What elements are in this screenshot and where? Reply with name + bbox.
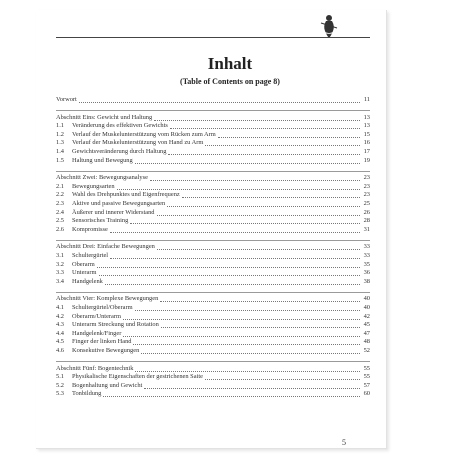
toc-entry-title: Wahl des Drehpunktes und Eigenfrequenz — [72, 191, 180, 199]
toc-entry-number: 1.4 — [56, 148, 64, 155]
toc-entry-title: Unterarm — [72, 269, 97, 277]
toc-leader-dots — [157, 215, 360, 216]
toc-leader-dots — [170, 128, 360, 129]
toc-entry-page: 33 — [363, 243, 370, 251]
toc-leader-dots — [123, 336, 360, 337]
toc-entry-page: 17 — [363, 148, 370, 155]
toc-entry-page: 19 — [363, 156, 370, 164]
toc-entry-title: Abschnitt Fünf: Bogentechnik — [56, 364, 134, 372]
toc-entry-page: 26 — [363, 208, 370, 216]
toc-leader-dots — [135, 163, 360, 164]
section-separator — [56, 240, 370, 241]
page-subtitle: (Table of Contents on page 8) — [180, 77, 280, 86]
toc-leader-dots — [130, 223, 360, 224]
toc-entry-number: 2.4 — [56, 208, 64, 216]
toc-leader-dots — [135, 310, 360, 311]
toc-entry-title: Sensorisches Training — [72, 217, 129, 225]
toc-entry-title: Veränderung des effektiven Gewichts — [72, 122, 168, 130]
toc-leader-dots — [168, 154, 360, 155]
section-separator — [56, 292, 370, 293]
toc-entry-title: Bogenhaltung und Gewicht — [72, 381, 143, 389]
toc-entry-title: Gewichtsveränderung durch Haltung — [72, 148, 167, 155]
toc-entry-number: 3.4 — [56, 277, 64, 285]
toc-entry-page: 23 — [363, 191, 370, 199]
toc-entry-title: Abschnitt Vier: Komplexe Bewegungen — [56, 295, 159, 303]
toc-entry-title: Bewegungsarten — [72, 182, 115, 190]
toc-entry-title: Finger der linken Hand — [72, 338, 132, 346]
toc-leader-dots — [205, 379, 360, 380]
toc-entry-title: Haltung und Bewegung — [72, 156, 133, 164]
toc-entry-title: Äußerer und innerer Widerstand — [72, 208, 155, 216]
toc-entry-number: 1.3 — [56, 139, 64, 147]
toc-entry-number: 2.5 — [56, 217, 64, 225]
toc-leader-dots — [150, 180, 360, 181]
toc-entry-title: Oberarm — [72, 260, 95, 268]
toc-leader-dots — [99, 275, 360, 276]
toc-entry-page: 38 — [363, 277, 370, 285]
toc-entry-title: Oberarm/Unterarm — [72, 312, 121, 320]
page-title: Inhalt — [207, 54, 253, 73]
toc-leader-dots — [161, 327, 360, 328]
toc-entry-page: 23 — [363, 174, 370, 182]
toc-entry-number: 4.5 — [56, 338, 64, 346]
toc-entry-page: 31 — [363, 225, 370, 233]
toc-entry-page: 33 — [363, 252, 370, 259]
toc-leader-dots — [110, 232, 360, 233]
toc-entry-title: Unterarm Streckung und Rotation — [72, 321, 159, 329]
section-separator — [56, 361, 370, 362]
toc-leader-dots — [144, 388, 360, 389]
toc-leader-dots — [123, 319, 360, 320]
toc-entry-page: 25 — [363, 200, 370, 207]
toc-entry-page: 15 — [363, 130, 370, 138]
toc-leader-dots — [218, 137, 360, 138]
toc-entry-title: Verlauf der Muskelunterstützung von Hand zu Arm — [72, 139, 204, 147]
header-rule — [56, 37, 370, 38]
toc-entry-number: 4.6 — [56, 347, 64, 354]
toc-entry-page: 48 — [363, 338, 370, 346]
toc-entry-title: Physikalische Eigenschaften der gestrichenen Saite — [72, 373, 203, 381]
toc-entry-number: 4.4 — [56, 329, 64, 337]
toc-entry-number: 1.1 — [56, 122, 64, 130]
toc-entry-title: Tonbildung — [72, 390, 102, 398]
toc-entry-title: Handgelenk/Finger — [72, 329, 122, 337]
toc-entry-page: 35 — [363, 260, 370, 268]
toc-entry-number: 1.2 — [56, 130, 64, 138]
toc-leader-dots — [160, 301, 360, 302]
toc-entry-page: 52 — [363, 347, 370, 354]
toc-leader-dots — [167, 206, 360, 207]
toc-entry-number: 4.1 — [56, 304, 64, 311]
toc-entry-title: Kompromisse — [72, 225, 108, 233]
toc-entry-title: Abschnitt Drei: Einfache Bewegungen — [56, 243, 155, 251]
toc-entry-page: 60 — [363, 390, 370, 398]
page-number: 5 — [342, 438, 346, 447]
toc-entry-number: 2.1 — [56, 182, 64, 190]
section-separator — [56, 110, 370, 111]
toc-entry-number: 2.6 — [56, 225, 64, 233]
toc-entry-page: 13 — [363, 113, 370, 121]
toc-entry-number: 4.2 — [56, 312, 64, 320]
toc-entry-title: Schultergürtel — [72, 252, 109, 259]
toc-leader-dots — [117, 189, 360, 190]
toc-entry-page: 28 — [363, 217, 370, 225]
toc-entry-number: 5.2 — [56, 381, 64, 389]
toc-entry-number: 4.3 — [56, 321, 64, 329]
toc-entry-title: Schultergürtel/Oberarm — [72, 304, 133, 311]
toc-entry-page: 11 — [363, 96, 370, 103]
toc-leader-dots — [205, 145, 360, 146]
toc-leader-dots — [141, 353, 360, 354]
toc-entry-title: Handgelenk — [72, 277, 103, 285]
toc-entry-page: 47 — [363, 329, 370, 337]
toc-entry-page: 13 — [363, 122, 370, 130]
toc-entry-title: Abschnitt Zwei: Bewegungsanalyse — [56, 174, 148, 182]
toc-entry-page: 57 — [363, 381, 370, 389]
toc-entry-page: 45 — [363, 321, 370, 329]
toc-entry-number: 5.3 — [56, 390, 64, 398]
section-separator — [56, 171, 370, 172]
toc-leader-dots — [154, 120, 360, 121]
toc-entry-page: 40 — [363, 304, 370, 311]
toc-entry-page: 23 — [363, 182, 370, 190]
toc-entry-number: 1.5 — [56, 156, 64, 164]
toc-entry-number: 5.1 — [56, 373, 64, 381]
toc-entry-page: 40 — [363, 295, 370, 303]
toc-leader-dots — [157, 249, 360, 250]
toc-entry-page: 55 — [363, 364, 370, 372]
toc-entry-title: Aktive und passive Bewegungsarten — [72, 200, 166, 207]
toc-entry-title: Verlauf der Muskelunterstützung vom Rücken zum Arm — [72, 130, 216, 138]
toc-entry-page: 55 — [363, 373, 370, 381]
toc-entry-number: 3.2 — [56, 260, 64, 268]
toc-entry-number: 3.3 — [56, 269, 64, 277]
toc-entry-page: 16 — [363, 139, 370, 147]
toc-entry-number: 3.1 — [56, 252, 64, 259]
toc-leader-dots — [182, 197, 360, 198]
toc-leader-dots — [79, 102, 360, 103]
toc-entry-number: 2.2 — [56, 191, 64, 199]
toc-leader-dots — [110, 258, 360, 259]
toc-leader-dots — [103, 396, 360, 397]
toc-leader-dots — [105, 284, 360, 285]
toc-entry-title: Konsekutive Bewegungen — [72, 347, 140, 354]
toc-entry-number: 2.3 — [56, 200, 64, 207]
toc-entry-title: Vorwort — [56, 96, 77, 103]
toc-leader-dots — [133, 344, 360, 345]
toc-leader-dots — [135, 371, 360, 372]
toc-entry-title: Abschnitt Eins: Gewicht und Haltung — [56, 113, 153, 121]
toc-entry-page: 36 — [363, 269, 370, 277]
toc-leader-dots — [97, 267, 360, 268]
toc-entry-page: 42 — [363, 312, 370, 320]
